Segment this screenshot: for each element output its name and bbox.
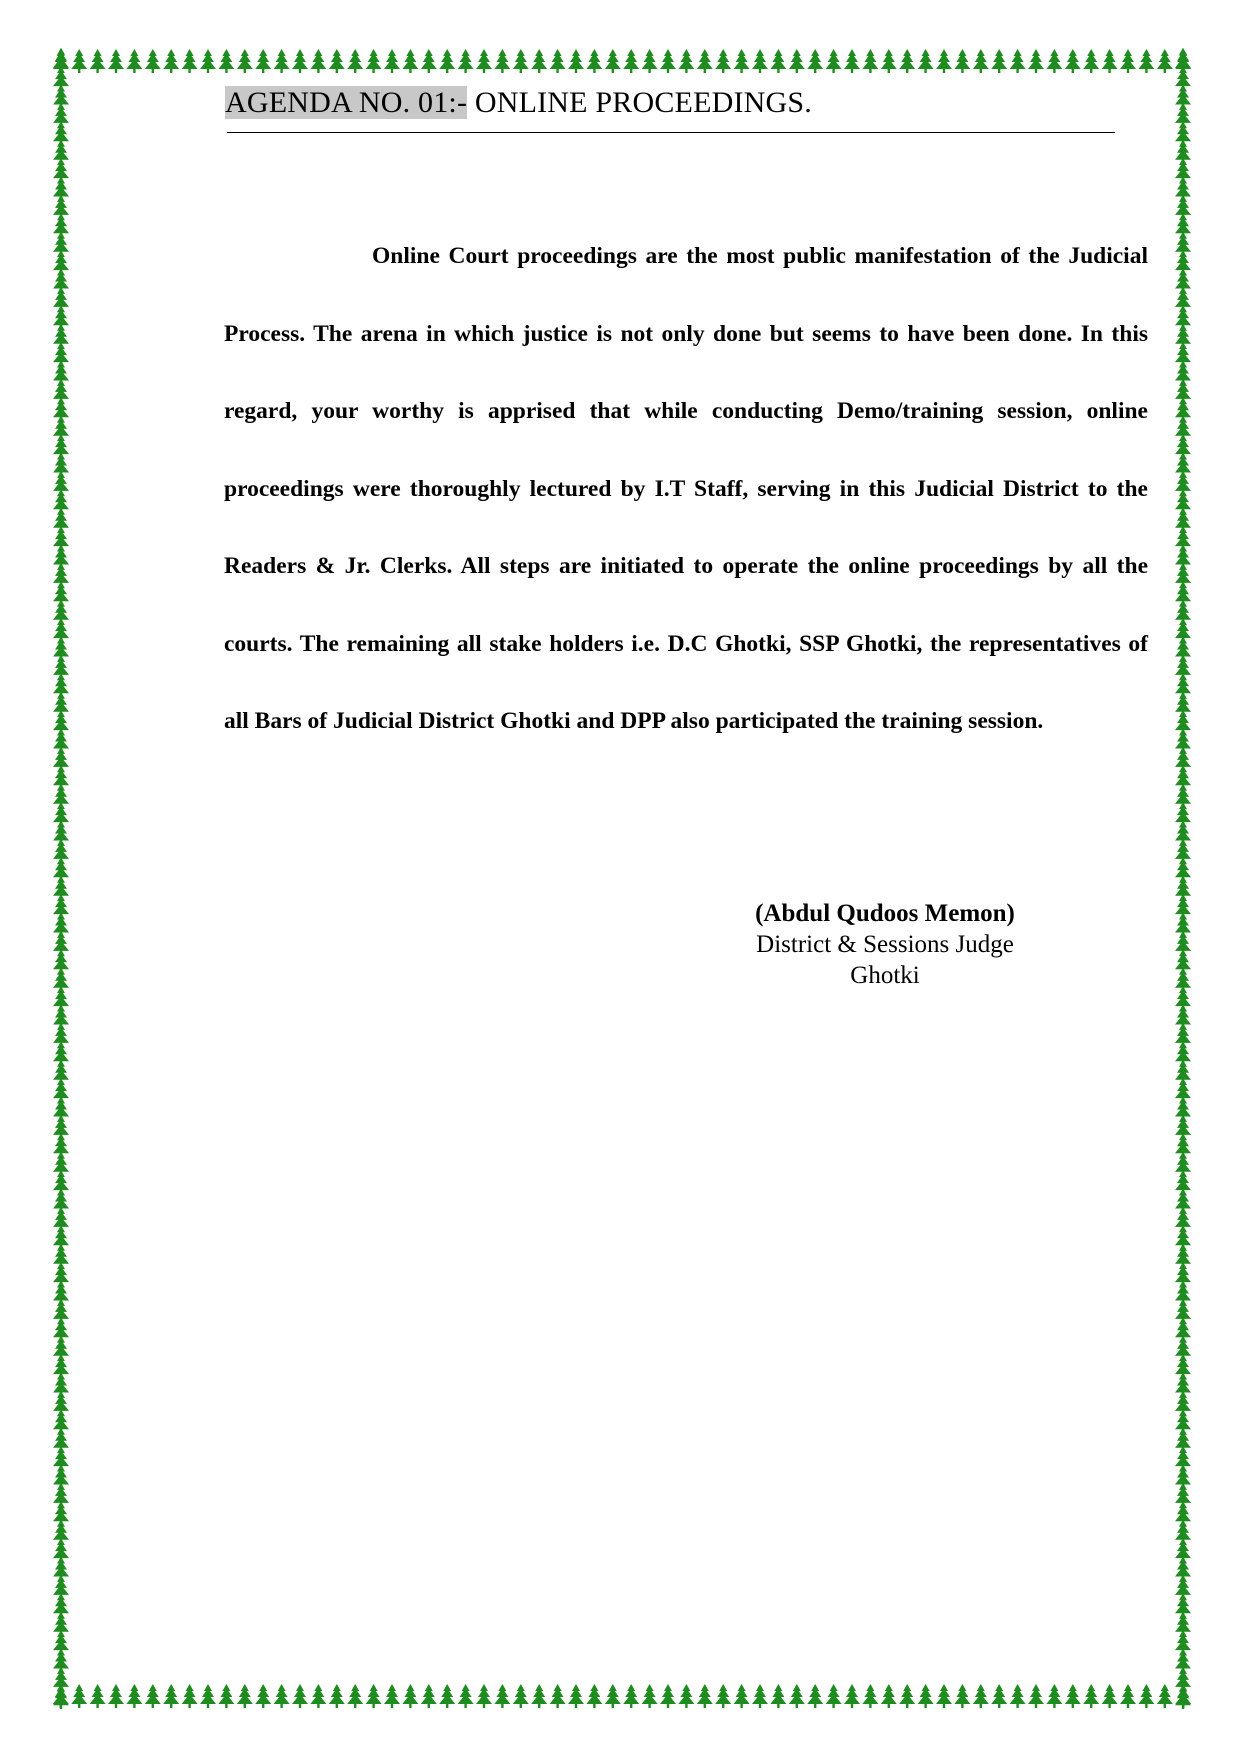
tree-icon xyxy=(1046,49,1062,73)
signatory-name: (Abdul Qudoos Memon) xyxy=(755,900,1015,927)
tree-icon xyxy=(550,49,566,73)
tree-icon xyxy=(292,49,308,73)
tree-icon xyxy=(936,49,952,73)
heading-underline xyxy=(227,132,1115,133)
tree-border-svg xyxy=(1170,48,1196,1709)
tree-icon xyxy=(1028,1684,1044,1708)
tree-icon xyxy=(697,49,713,73)
tree-icon xyxy=(918,49,934,73)
tree-icon xyxy=(439,1684,455,1708)
tree-border-svg xyxy=(48,48,74,1709)
tree-icon xyxy=(1102,49,1118,73)
tree-icon xyxy=(329,49,345,73)
tree-icon xyxy=(807,49,823,73)
tree-icon xyxy=(1138,1684,1154,1708)
tree-icon xyxy=(1102,1684,1118,1708)
signature-block xyxy=(720,898,1050,991)
tree-icon xyxy=(458,1684,474,1708)
tree-icon xyxy=(973,1684,989,1708)
tree-icon xyxy=(881,1684,897,1708)
tree-icon xyxy=(163,1684,179,1708)
tree-icon xyxy=(770,1684,786,1708)
tree-icon xyxy=(1120,49,1136,73)
tree-icon xyxy=(182,49,198,73)
tree-border-svg xyxy=(48,1683,1196,1709)
tree-icon xyxy=(347,1684,363,1708)
tree-icon xyxy=(108,49,124,73)
tree-icon xyxy=(421,1684,437,1708)
body-paragraph: Online Court proceedings are the most public manifestation of the Judicial Process. The arena in which justice is not only done but seems to have been done. In this regard, your worthy is apprised that while conducting Demo/training session, online proceedings were thoroughly lectured by I.T Staff, serving in this Judicial District to the Readers & Jr. Clerks. All steps are initiated to operate the online proceedings by all the courts. The remaining all stake holders i.e. D.C Ghotki, SSP Ghotki, the representatives of all Bars of Judicial District Ghotki and DPP also participated the training session. xyxy=(224,243,1148,734)
tree-icon xyxy=(513,1684,529,1708)
tree-icon xyxy=(90,1684,106,1708)
tree-icon xyxy=(789,1684,805,1708)
tree-icon xyxy=(458,49,474,73)
tree-icon xyxy=(421,49,437,73)
tree-border-svg xyxy=(48,48,1196,74)
tree-icon xyxy=(568,49,584,73)
tree-icon xyxy=(862,49,878,73)
tree-icon xyxy=(292,1684,308,1708)
tree-icon xyxy=(586,49,602,73)
tree-icon xyxy=(439,49,455,73)
tree-icon xyxy=(660,49,676,73)
tree-icon xyxy=(678,1684,694,1708)
agenda-number: AGENDA NO. 01:- xyxy=(225,86,468,119)
tree-icon xyxy=(605,49,621,73)
tree-icon xyxy=(660,1684,676,1708)
tree-icon xyxy=(991,1684,1007,1708)
tree-icon xyxy=(807,1684,823,1708)
tree-icon xyxy=(402,1684,418,1708)
tree-icon xyxy=(237,49,253,73)
tree-icon xyxy=(1175,1685,1191,1709)
tree-icon xyxy=(476,49,492,73)
tree-icon xyxy=(550,1684,566,1708)
tree-icon xyxy=(182,1684,198,1708)
tree-icon xyxy=(310,49,326,73)
tree-icon xyxy=(1083,49,1099,73)
tree-icon xyxy=(384,49,400,73)
tree-icon xyxy=(973,49,989,73)
tree-icon xyxy=(513,49,529,73)
tree-icon xyxy=(90,49,106,73)
tree-icon xyxy=(255,49,271,73)
tree-icon xyxy=(310,1684,326,1708)
tree-icon xyxy=(734,49,750,73)
agenda-title: ONLINE PROCEEDINGS. xyxy=(467,86,812,119)
tree-icon xyxy=(936,1684,952,1708)
tree-icon xyxy=(1120,1684,1136,1708)
tree-icon xyxy=(881,49,897,73)
tree-icon xyxy=(586,1684,602,1708)
tree-icon xyxy=(899,1684,915,1708)
tree-icon xyxy=(1138,49,1154,73)
tree-icon xyxy=(274,1684,290,1708)
tree-icon xyxy=(1046,1684,1062,1708)
tree-icon xyxy=(1065,1684,1081,1708)
tree-icon xyxy=(200,49,216,73)
tree-icon xyxy=(494,1684,510,1708)
tree-icon xyxy=(366,49,382,73)
tree-icon xyxy=(623,49,639,73)
tree-icon xyxy=(1083,1684,1099,1708)
tree-icon xyxy=(53,1685,69,1709)
tree-icon xyxy=(844,1684,860,1708)
tree-icon xyxy=(145,49,161,73)
tree-icon xyxy=(1065,49,1081,73)
signatory-designation: District & Sessions Judge xyxy=(756,931,1014,958)
tree-icon xyxy=(494,49,510,73)
tree-icon xyxy=(347,49,363,73)
tree-icon xyxy=(789,49,805,73)
tree-icon xyxy=(642,49,658,73)
page-border-left xyxy=(48,48,74,1709)
tree-icon xyxy=(918,1684,934,1708)
tree-icon xyxy=(770,49,786,73)
tree-icon xyxy=(605,1684,621,1708)
tree-icon xyxy=(126,49,142,73)
tree-icon xyxy=(402,49,418,73)
page-border-right xyxy=(1170,48,1196,1709)
tree-icon xyxy=(568,1684,584,1708)
tree-icon xyxy=(1028,49,1044,73)
tree-icon xyxy=(1010,1684,1026,1708)
tree-icon xyxy=(255,1684,271,1708)
tree-icon xyxy=(531,1684,547,1708)
tree-icon xyxy=(531,49,547,73)
tree-icon xyxy=(991,49,1007,73)
tree-icon xyxy=(826,1684,842,1708)
tree-icon xyxy=(145,1684,161,1708)
tree-icon xyxy=(752,1684,768,1708)
tree-icon xyxy=(329,1684,345,1708)
tree-icon xyxy=(126,1684,142,1708)
tree-icon xyxy=(366,1684,382,1708)
tree-icon xyxy=(642,1684,658,1708)
tree-icon xyxy=(752,49,768,73)
tree-icon xyxy=(678,49,694,73)
tree-icon xyxy=(623,1684,639,1708)
tree-icon xyxy=(862,1684,878,1708)
agenda-heading xyxy=(225,84,812,122)
tree-icon xyxy=(476,1684,492,1708)
tree-icon xyxy=(218,1684,234,1708)
tree-icon xyxy=(237,1684,253,1708)
tree-icon xyxy=(954,49,970,73)
tree-icon xyxy=(108,1684,124,1708)
signatory-location: Ghotki xyxy=(850,962,920,989)
tree-icon xyxy=(734,1684,750,1708)
tree-icon xyxy=(1010,49,1026,73)
tree-icon xyxy=(384,1684,400,1708)
tree-icon xyxy=(218,49,234,73)
tree-icon xyxy=(274,49,290,73)
tree-icon xyxy=(715,49,731,73)
tree-icon xyxy=(715,1684,731,1708)
tree-icon xyxy=(826,49,842,73)
tree-icon xyxy=(899,49,915,73)
tree-icon xyxy=(200,1684,216,1708)
tree-icon xyxy=(844,49,860,73)
page-border-bottom xyxy=(48,1683,1196,1709)
page-border-top xyxy=(48,48,1196,74)
tree-icon xyxy=(697,1684,713,1708)
tree-icon xyxy=(163,49,179,73)
tree-icon xyxy=(954,1684,970,1708)
